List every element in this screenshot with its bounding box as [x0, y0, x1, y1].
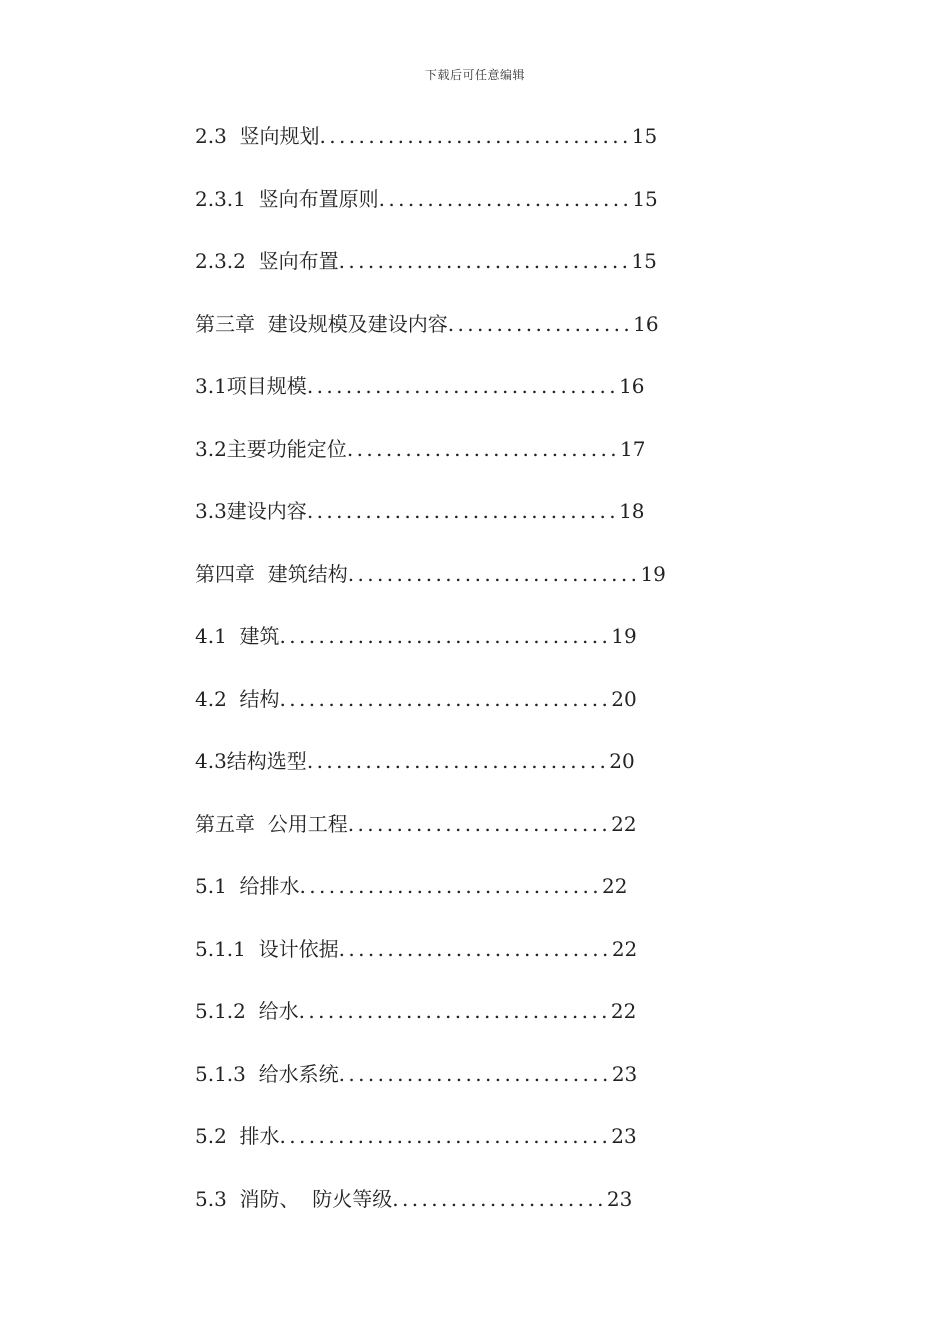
toc-leader-dots: .............................. — [347, 561, 641, 586]
toc-page-number: 16 — [633, 311, 659, 336]
toc-entry-title: 5.1 给排水 — [195, 874, 300, 898]
toc-entry[interactable] — [195, 993, 755, 1056]
toc-leader-dots: ...................... — [392, 1186, 607, 1211]
toc-entry-title: 第五章 公用工程 — [195, 811, 348, 836]
toc-entry[interactable] — [195, 118, 755, 181]
toc-entry-title: 4.1 建筑 — [195, 624, 280, 648]
toc-entry[interactable] — [195, 618, 755, 681]
toc-entry[interactable] — [195, 931, 755, 994]
toc-entry-title: 5.1.2 给水 — [195, 999, 299, 1023]
toc-leader-dots: ................................ — [306, 499, 620, 523]
toc-leader-dots: .......................... — [378, 186, 633, 211]
toc-page-number: 16 — [619, 374, 645, 398]
toc-leader-dots: ............................ — [338, 1061, 612, 1086]
toc-entry[interactable] — [195, 1118, 755, 1181]
toc-leader-dots: ............................... — [306, 749, 610, 773]
toc-leader-dots: ................... — [447, 311, 634, 336]
toc-leader-dots: ................................ — [298, 999, 611, 1023]
toc-entry[interactable] — [195, 493, 755, 556]
toc-leader-dots: ............................... — [299, 874, 603, 898]
toc-leader-dots: .................................. — [279, 686, 612, 711]
toc-entry-title: 3.2主要功能定位 — [195, 436, 347, 461]
table-of-contents — [195, 118, 755, 1243]
toc-leader-dots: .................................. — [279, 624, 612, 648]
toc-entry-title: 2.3 竖向规划 — [195, 124, 320, 148]
toc-page-number: 20 — [611, 686, 637, 711]
toc-entry-title: 第四章 建筑结构 — [195, 561, 348, 586]
toc-page-number: 19 — [611, 624, 637, 648]
toc-leader-dots: ........................... — [347, 811, 612, 836]
toc-page-number: 22 — [611, 811, 637, 836]
toc-entry[interactable] — [195, 1056, 755, 1119]
toc-entry[interactable] — [195, 868, 755, 931]
toc-page-number: 23 — [606, 1186, 633, 1211]
toc-entry-title: 2.3.2 竖向布置 — [195, 249, 339, 273]
toc-page-number: 22 — [610, 999, 637, 1023]
toc-entry[interactable] — [195, 556, 755, 619]
toc-page-number: 15 — [632, 186, 658, 211]
toc-entry-title: 4.3结构选型 — [195, 749, 307, 773]
toc-page-number: 20 — [609, 749, 635, 773]
toc-leader-dots: ................................ — [319, 124, 632, 148]
toc-entry[interactable] — [195, 681, 755, 744]
toc-page-number: 17 — [620, 436, 646, 461]
toc-page-number: 18 — [619, 499, 645, 523]
page-header: 下载后可任意编辑 — [424, 68, 525, 82]
toc-entry-title: 5.2 排水 — [195, 1124, 280, 1148]
toc-entry-title: 5.1.3 给水系统 — [195, 1061, 339, 1086]
toc-entry[interactable] — [195, 243, 755, 306]
toc-entry-title: 5.3 消防、 防火等级 — [195, 1186, 393, 1211]
toc-entry-title: 3.1项目规模 — [195, 374, 307, 398]
toc-page-number: 22 — [602, 874, 628, 898]
toc-leader-dots: .................................. — [279, 1124, 612, 1148]
toc-page-number: 19 — [640, 561, 666, 586]
toc-entry-title: 4.2 结构 — [195, 686, 280, 711]
toc-page-number: 22 — [611, 936, 638, 961]
toc-entry[interactable] — [195, 806, 755, 869]
toc-entry[interactable] — [195, 306, 755, 369]
toc-leader-dots: ............................ — [346, 436, 621, 461]
toc-leader-dots: ............................ — [338, 936, 612, 961]
toc-page-number: 15 — [631, 124, 658, 148]
toc-entry-title: 第三章 建设规模及建设内容 — [195, 311, 448, 336]
toc-entry-title: 3.3建设内容 — [195, 499, 307, 523]
toc-page-number: 23 — [611, 1124, 637, 1148]
toc-entry[interactable] — [195, 1181, 755, 1244]
toc-entry[interactable] — [195, 368, 755, 431]
toc-entry-title: 2.3.1 竖向布置原则 — [195, 186, 379, 211]
toc-entry[interactable] — [195, 431, 755, 494]
toc-entry-title: 5.1.1 设计依据 — [195, 936, 339, 961]
toc-page-number: 23 — [611, 1061, 638, 1086]
toc-leader-dots: ................................ — [306, 374, 620, 398]
toc-entry[interactable] — [195, 181, 755, 244]
toc-page-number: 15 — [631, 249, 657, 273]
toc-leader-dots: .............................. — [338, 249, 632, 273]
toc-entry[interactable] — [195, 743, 755, 806]
